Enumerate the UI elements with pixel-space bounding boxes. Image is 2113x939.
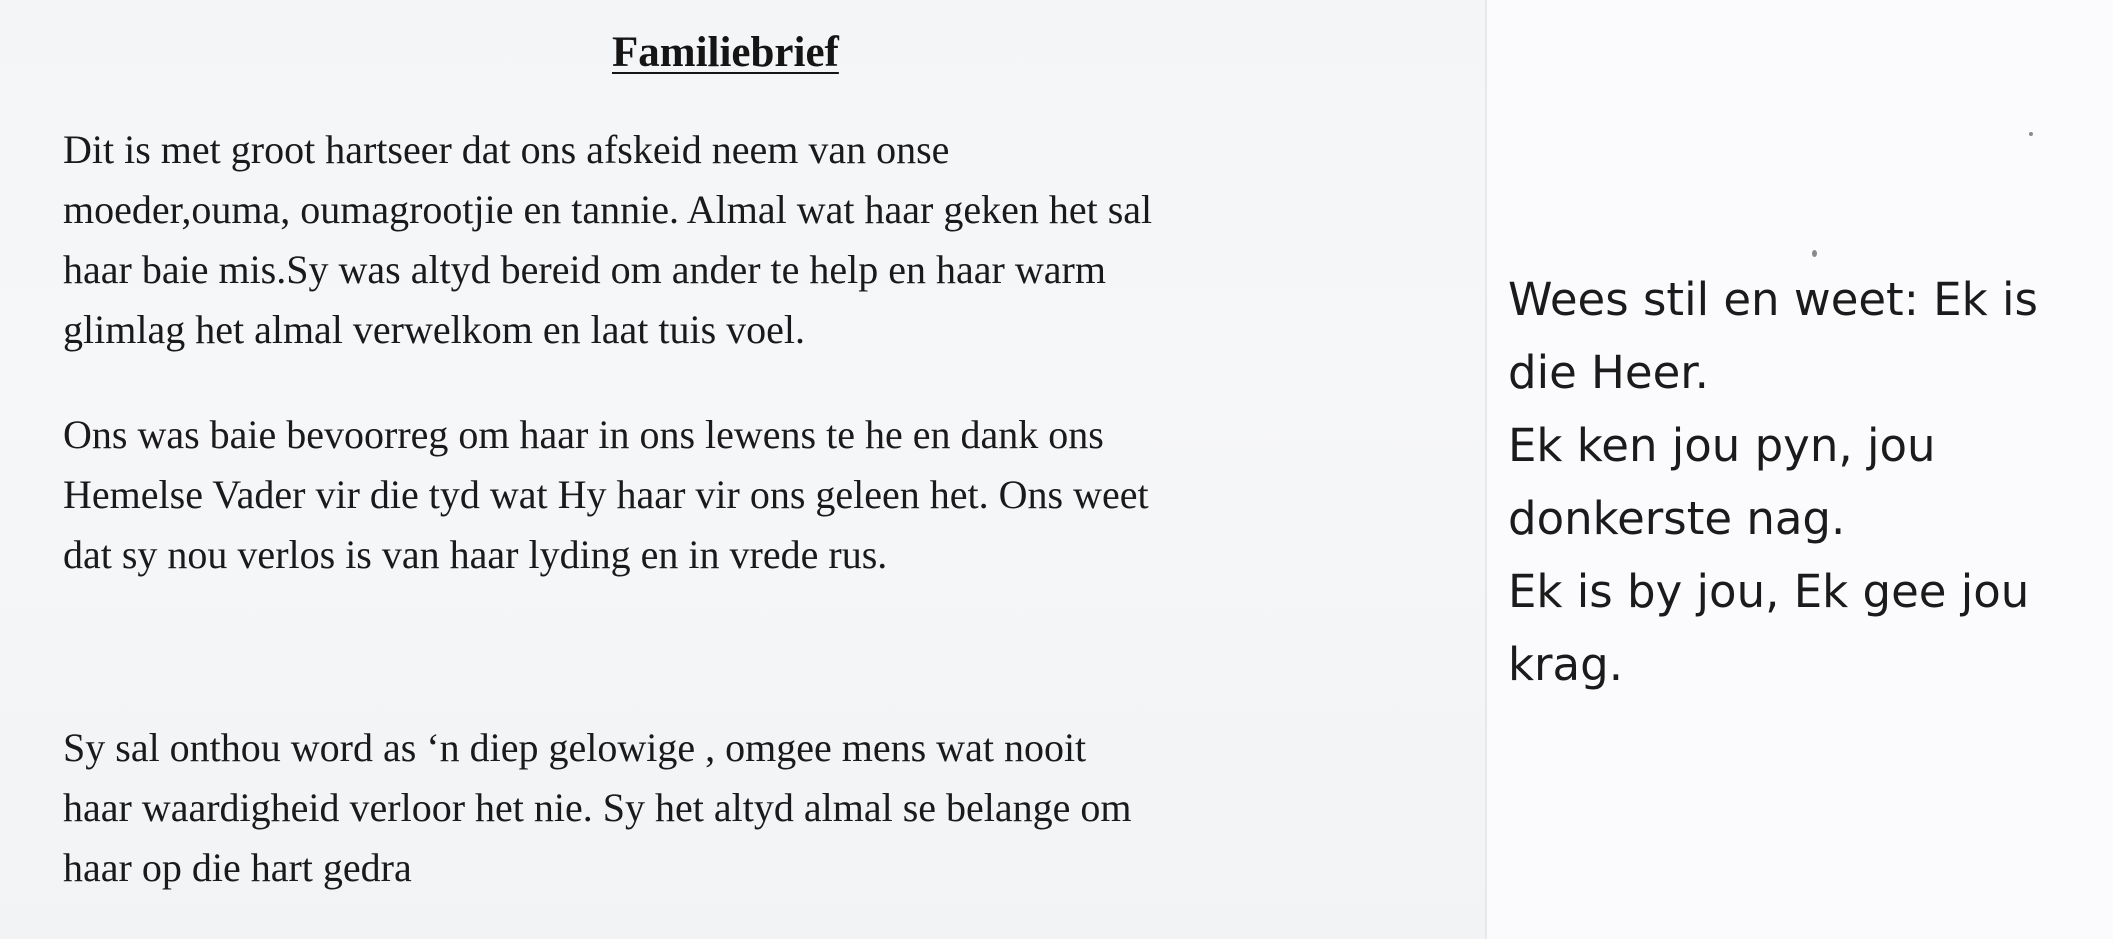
verse-line: die Heer. [1508,346,1709,399]
text-line: Sy sal onthou word as ‘n diep gelowige , omgee mens wat nooit [63,725,1087,770]
scan-speck [1812,250,1817,257]
scan-speck [2029,132,2033,136]
verse-line: Ek is by jou, Ek gee jou [1508,565,2030,618]
text-line: haar op die hart gedra [63,845,412,890]
text-line: glimlag het almal verwelkom en laat tuis voel. [63,307,806,352]
verse-text [1508,263,2103,701]
text-line: haar baie mis.Sy was altyd bereid om ander te help en haar warm [63,247,1106,292]
text-line: Ons was baie bevoorreg om haar in ons lewens te he en dank ons [63,412,1104,457]
letter-paragraph-1 [63,120,1463,360]
text-line: haar waardigheid verloor het nie. Sy het altyd almal se belange om [63,785,1132,830]
verse-line: donkerste nag. [1508,492,1846,545]
verse-line: Wees stil en weet: Ek is [1508,273,2038,326]
text-line: dat sy nou verlos is van haar lyding en in vrede rus. [63,532,888,577]
letter-paragraph-2 [63,405,1463,585]
verse-line: krag. [1508,638,1624,691]
verse-line: Ek ken jou pyn, jou [1508,419,1936,472]
text-line: moeder,ouma, oumagrootjie en tannie. Almal wat haar geken het sal [63,187,1153,232]
letter-title: Familiebrief [612,29,839,76]
letter-paragraph-3 [63,718,1463,898]
text-line: Hemelse Vader vir die tyd wat Hy haar vir ons geleen het. Ons weet [63,472,1149,517]
text-line: Dit is met groot hartseer dat ons afskeid neem van onse [63,127,950,172]
